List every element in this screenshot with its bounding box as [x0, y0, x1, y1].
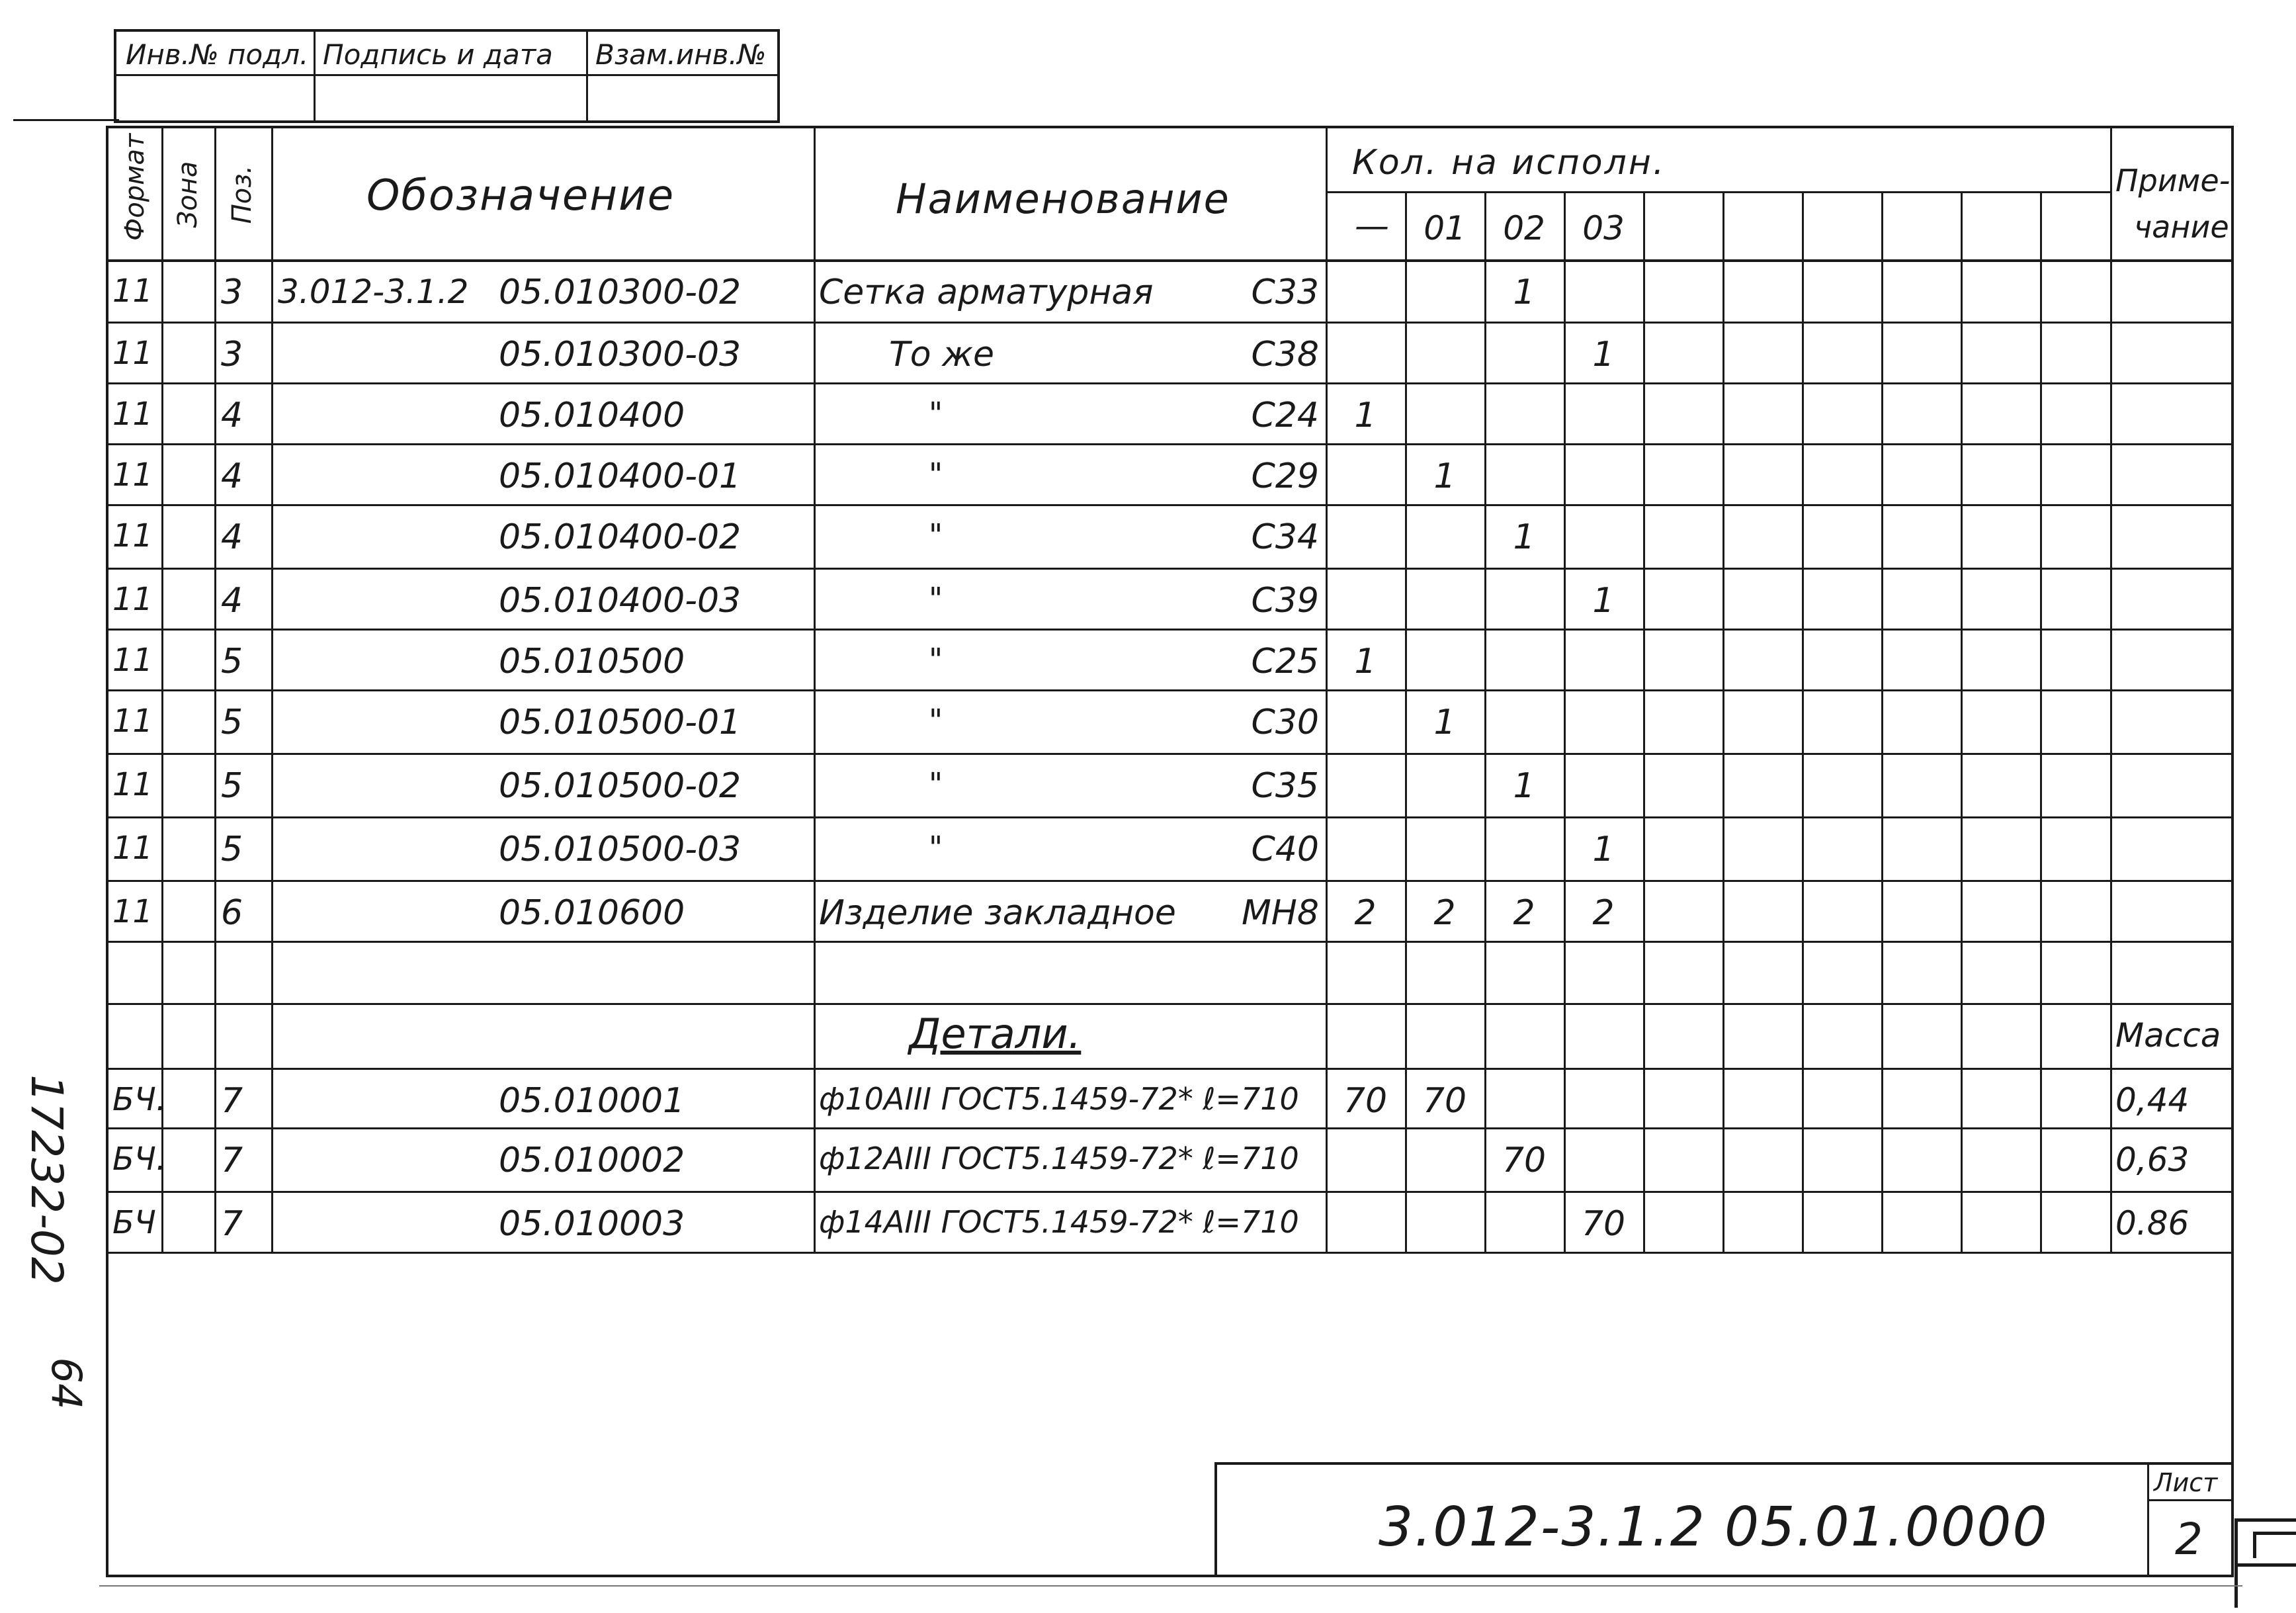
header-name: Наименование: [896, 175, 1230, 223]
cell-mark: С29: [1251, 457, 1319, 496]
cell-pos: 5: [221, 642, 243, 681]
stamp-header-replace: Взам.инв.№: [595, 38, 767, 71]
cell-designation-code: 05.010400-01: [499, 457, 742, 496]
cell-qty-3: 1: [1592, 830, 1615, 869]
cell-designation-code: 05.010001: [499, 1081, 685, 1121]
sheet-number: 2: [2175, 1514, 2203, 1565]
cell-name: ф14АIII ГОСТ5.1459-72* ℓ=710: [819, 1204, 1299, 1240]
cell-qty-0: 2: [1354, 893, 1377, 933]
table-row: [108, 382, 2231, 445]
specification-table: [108, 128, 2231, 1252]
table-row: [108, 629, 2231, 691]
cell-format: БЧ.: [112, 1081, 167, 1118]
header-designation: Обозначение: [366, 171, 675, 220]
cell-note: 0.86: [2115, 1204, 2190, 1242]
section-title: Детали.: [909, 1010, 1082, 1058]
cell-name-ditto: ": [929, 581, 943, 617]
stamp-box: [114, 29, 780, 123]
handwritten-page-number: 64: [42, 1357, 91, 1410]
table-row: [108, 816, 2231, 879]
cell-designation-code: 05.010500: [499, 642, 685, 681]
cell-designation-code: 05.010500-02: [499, 766, 742, 806]
cell-format: 11: [112, 396, 153, 433]
table-row: [108, 1003, 2231, 1065]
header-format: Формат: [120, 133, 150, 241]
table-row: [108, 259, 2231, 322]
header-note-2: чание: [2134, 209, 2229, 245]
header-qty-01: 01: [1424, 209, 1466, 247]
cell-qty-3: 1: [1592, 335, 1615, 374]
cell-designation-code: 05.010300-02: [499, 273, 742, 312]
cell-designation-code: 05.010003: [499, 1204, 685, 1244]
cell-mark: С24: [1251, 396, 1319, 435]
cell-format: 11: [112, 517, 153, 554]
doc-code: 3.012-3.1.2 05.01.0000: [1379, 1496, 2049, 1559]
cell-format: 11: [112, 642, 153, 679]
cell-mark: С33: [1251, 273, 1319, 312]
cell-qty-3: 1: [1592, 581, 1615, 621]
cell-pos: 7: [221, 1081, 243, 1121]
cell-pos: 4: [221, 581, 243, 621]
table-row: [108, 322, 2231, 384]
cell-name: То же: [889, 335, 994, 374]
table-row: [108, 1191, 2231, 1253]
cell-pos: 4: [221, 517, 243, 557]
cell-name-ditto: ": [929, 457, 943, 492]
cell-mark: С34: [1251, 517, 1319, 557]
cell-mark: С25: [1251, 642, 1319, 681]
cell-mark: С39: [1251, 581, 1319, 621]
side-note: 17232-02: [21, 1074, 72, 1285]
header-zone: Зона: [173, 161, 203, 228]
table-row: [108, 568, 2231, 630]
cell-name: Изделие закладное: [819, 893, 1176, 933]
cell-designation-prefix: 3.012-3.1.2: [278, 273, 469, 311]
cell-qty-3: 70: [1581, 1204, 1626, 1244]
cell-name-ditto: ": [929, 766, 943, 802]
corner-mark: [2228, 1512, 2296, 1613]
table-row: [108, 1127, 2231, 1190]
cell-format: 11: [112, 893, 153, 930]
cell-qty-1: 1: [1433, 457, 1456, 496]
cell-pos: 3: [221, 335, 243, 374]
table-row: [108, 941, 2231, 1003]
table-row: [108, 880, 2231, 942]
cell-name-ditto: ": [929, 642, 943, 677]
stamp-header-sign: Подпись и дата: [323, 38, 553, 71]
cell-designation-code: 05.010300-03: [499, 335, 742, 374]
cell-name: ф12АIII ГОСТ5.1459-72* ℓ=710: [819, 1141, 1299, 1176]
cell-qty-1: 1: [1433, 703, 1456, 742]
cell-format: 11: [112, 273, 153, 310]
cell-format: БЧ.: [112, 1141, 167, 1178]
cell-name-ditto: ": [929, 703, 943, 738]
cell-note: Масса: [2115, 1016, 2221, 1055]
cell-pos: 7: [221, 1141, 243, 1180]
cell-pos: 6: [221, 893, 243, 933]
bottom-rule: [99, 1585, 2242, 1587]
cell-qty-2: 1: [1513, 517, 1535, 557]
cell-note: 0,44: [2115, 1081, 2190, 1119]
cell-qty-2: 70: [1502, 1141, 1547, 1180]
cell-pos: 4: [221, 396, 243, 435]
margin-rule: [13, 119, 119, 121]
cell-name-ditto: ": [929, 830, 943, 865]
cell-mark: С38: [1251, 335, 1319, 374]
cell-note: 0,63: [2115, 1141, 2190, 1179]
cell-name: ф10АIII ГОСТ5.1459-72* ℓ=710: [819, 1081, 1299, 1117]
cell-format: 11: [112, 335, 153, 372]
cell-pos: 3: [221, 273, 243, 312]
cell-format: 11: [112, 703, 153, 740]
cell-format: 11: [112, 766, 153, 803]
cell-designation-code: 05.010400: [499, 396, 685, 435]
cell-format: 11: [112, 830, 153, 867]
table-row: [108, 443, 2231, 505]
title-block: [1214, 1462, 2234, 1577]
cell-qty-0: 1: [1354, 396, 1377, 435]
cell-name-ditto: ": [929, 396, 943, 431]
cell-pos: 5: [221, 766, 243, 806]
sheet-label: Лист: [2154, 1468, 2218, 1497]
cell-format: 11: [112, 581, 153, 618]
cell-format: БЧ: [112, 1204, 156, 1241]
cell-mark: МН8: [1241, 893, 1319, 933]
table-row: [108, 1068, 2231, 1130]
cell-pos: 4: [221, 457, 243, 496]
cell-designation-code: 05.010500-01: [499, 703, 742, 742]
table-row: [108, 504, 2231, 566]
cell-qty-2: 2: [1513, 893, 1535, 933]
header-qty-dash: —: [1355, 206, 1389, 246]
cell-qty-2: 1: [1513, 766, 1535, 806]
cell-pos: 5: [221, 703, 243, 742]
cell-pos: 5: [221, 830, 243, 869]
cell-mark: С30: [1251, 703, 1319, 742]
cell-qty-1: 2: [1433, 893, 1456, 933]
cell-designation-code: 05.010400-03: [499, 581, 742, 621]
cell-mark: С40: [1251, 830, 1319, 869]
cell-designation-code: 05.010002: [499, 1141, 685, 1180]
cell-name-ditto: ": [929, 517, 943, 553]
cell-qty-0: 70: [1343, 1081, 1388, 1121]
table-row: [108, 689, 2231, 752]
cell-designation-code: 05.010400-02: [499, 517, 742, 557]
cell-name: Сетка арматурная: [819, 273, 1154, 312]
header-note-1: Приме-: [2115, 163, 2231, 198]
cell-designation-code: 05.010600: [499, 893, 685, 933]
header-qty-03: 03: [1582, 209, 1625, 247]
cell-mark: С35: [1251, 766, 1319, 806]
header-qty-02: 02: [1503, 209, 1545, 247]
header-pos: Поз.: [227, 165, 257, 224]
header-qty-group: Кол. на исполн.: [1352, 143, 1666, 183]
cell-qty-0: 1: [1354, 642, 1377, 681]
table-row: [108, 753, 2231, 815]
cell-qty-3: 2: [1592, 893, 1615, 933]
cell-designation-code: 05.010500-03: [499, 830, 742, 869]
stamp-header-inv: Инв.№ подл.: [126, 38, 309, 71]
cell-qty-2: 1: [1513, 273, 1535, 312]
cell-format: 11: [112, 457, 153, 494]
cell-qty-1: 70: [1422, 1081, 1467, 1121]
cell-pos: 7: [221, 1204, 243, 1244]
